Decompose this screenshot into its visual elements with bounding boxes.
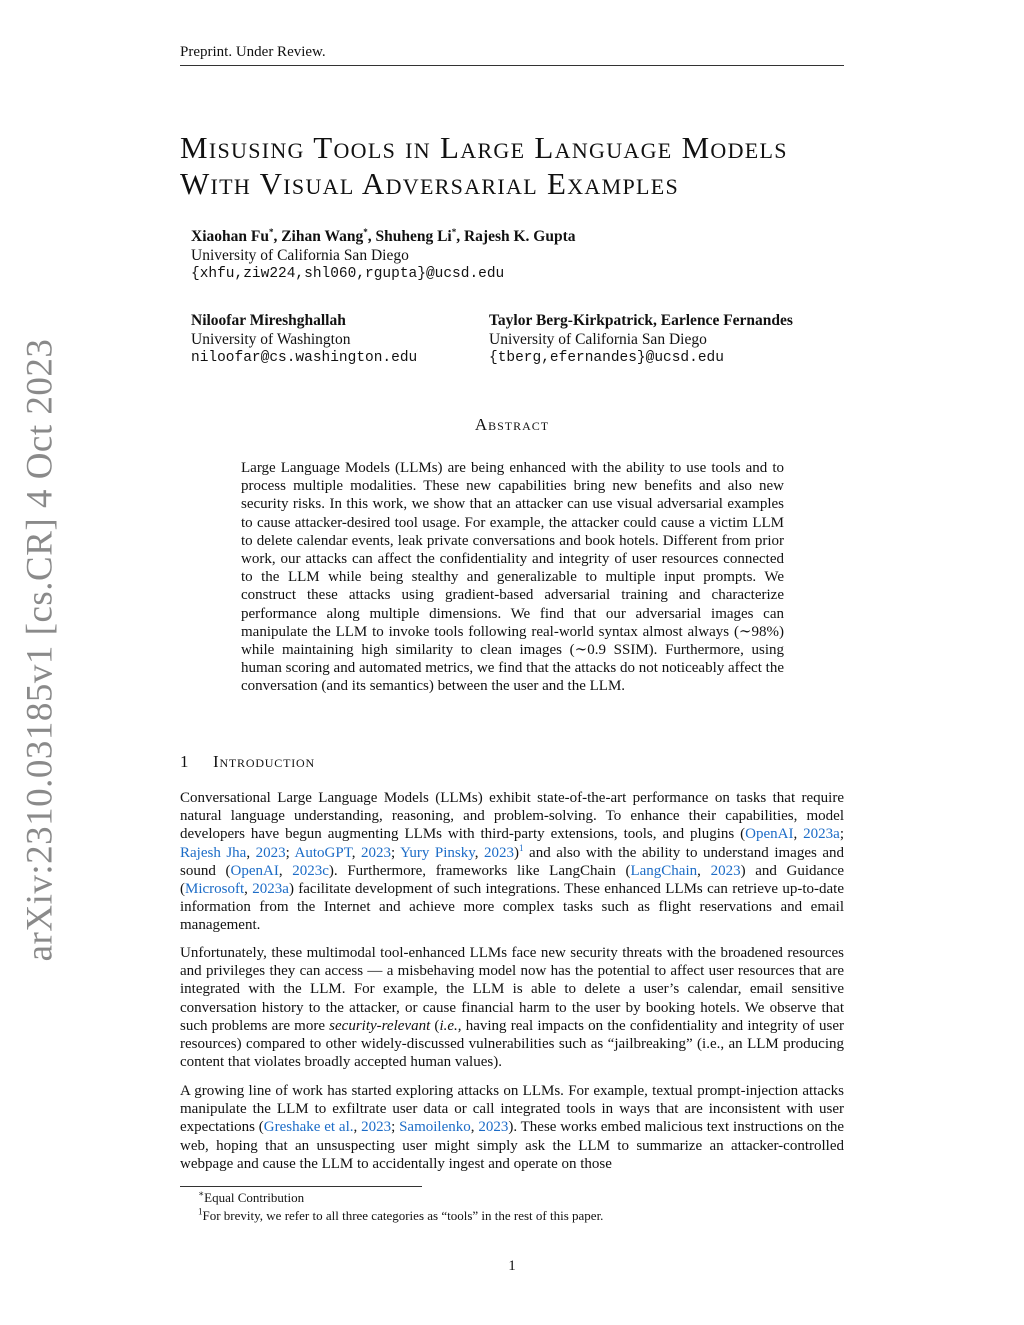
section-number: 1	[180, 752, 190, 771]
text-run: ,	[793, 826, 804, 843]
emphasis: i.e.,	[439, 1017, 462, 1034]
intro-paragraph-3	[180, 1082, 844, 1173]
citation-year-link[interactable]: 2023	[361, 844, 392, 861]
citation-link[interactable]: OpenAI	[745, 826, 794, 843]
text-run: ) and Guidance (	[180, 862, 845, 898]
text-run: ). These works embed malicious text instructions on the web, hoping that an unsuspecting user might simply ask the LLM to summarize an attacker-controlled webpage and cause the LLM to accidentally ingest and operate on those	[180, 1119, 845, 1172]
citation-year-link[interactable]: 2023	[255, 844, 286, 861]
author-names-2: Niloofar Mireshghallah	[191, 312, 346, 329]
abstract-body: Large Language Models (LLMs) are being enhanced with the ability to use tools and to process multiple modalities. These new capabilities bring new benefits and also new security risks. In this work, we show that an attacker can use visual adversarial examples to cause attacker-desired tool usage. For example, the attacker could cause a victim LLM to delete calendar events, leak private conversations and book hotels. Different from prior work, our attacks can affect the confidentiality and integrity of user resources connected to the LLM while being stealthy and generalizable to multiple input prompts. We construct these attacks using gradient-based adversarial training and characterize performance along multiple dimensions. We find that our adversarial images can manipulate the LLM to invoke tools following real-world syntax almost always (∼98%) while maintaining high similarity to clean images (∼0.9 SSIM). Furthermore, using human scoring and automated metrics, we find that the attacks do not noticeably affect the conversation (and its semantics) between the user and the LLM.	[241, 460, 784, 695]
equal-contribution-mark: *	[268, 226, 274, 237]
author-names-1	[191, 227, 576, 246]
affiliation-2: University of Washington	[191, 331, 351, 348]
separator: ,	[273, 228, 282, 245]
title-line-2: With Visual Adversarial Examples	[180, 166, 679, 201]
footnote-tools	[198, 1208, 603, 1224]
author-group-1	[191, 227, 576, 284]
citation-link[interactable]: Rajesh Jha	[180, 844, 247, 861]
footnote-text: For brevity, we refer to all three categories as “tools” in the rest of this paper.	[202, 1208, 604, 1223]
citation-year-link[interactable]: 2023a	[252, 881, 289, 898]
running-header: Preprint. Under Review.	[180, 44, 326, 60]
citation-link[interactable]: LangChain	[630, 862, 698, 879]
author-name: Xiaohan Fu	[191, 228, 269, 245]
citation-link[interactable]: Microsoft	[185, 881, 245, 898]
text-run: ,	[470, 1119, 479, 1136]
text-run: ;	[285, 844, 295, 861]
footnote-rule	[180, 1186, 422, 1187]
citation-year-link[interactable]: 2023	[361, 1119, 392, 1136]
equal-contribution-mark: *	[451, 226, 457, 237]
intro-paragraph-1	[180, 789, 844, 935]
text-run: and also with the ability to understand images and sound (	[180, 844, 845, 879]
text-run: ,	[351, 844, 362, 861]
author-group-2	[191, 311, 417, 368]
text-run: ;	[391, 844, 401, 861]
author-group-3	[489, 311, 793, 368]
footnote-ref-1[interactable]: 1	[519, 842, 524, 853]
text-run: ,	[474, 844, 485, 861]
text-run: ,	[246, 844, 256, 861]
author-name: Rajesh K. Gupta	[463, 228, 576, 245]
affiliation-3: University of California San Diego	[489, 331, 707, 348]
citation-year-link[interactable]: 2023	[710, 862, 741, 879]
citation-year-link[interactable]: 2023a	[803, 826, 840, 843]
citation-year-link[interactable]: 2023c	[292, 862, 329, 879]
emphasis: security-relevant	[329, 1017, 431, 1034]
citation-link[interactable]: Samoilenko	[399, 1119, 471, 1136]
text-run: A growing line of work has started exploring attacks on LLMs. For example, textual prompt-injection attacks manipulate the LLM to exfiltrate user data or call integrated tools in ways that are inconsistent with user expectations (	[180, 1083, 844, 1136]
separator: ,	[367, 228, 376, 245]
text-run: )	[514, 844, 520, 861]
text-run: ,	[697, 862, 711, 879]
header-rule	[180, 65, 844, 66]
email-2: niloofar@cs.washington.edu	[191, 350, 418, 366]
email-1: {xhfu,ziw224,shl060,rgupta}@ucsd.edu	[191, 266, 505, 282]
abstract-heading: Abstract	[474, 415, 550, 434]
email-3: {tberg,efernandes}@ucsd.edu	[489, 350, 724, 366]
citation-link[interactable]: AutoGPT	[294, 844, 352, 861]
author-name: Shuheng Li	[375, 228, 452, 245]
author-names-3: Taylor Berg-Kirkpatrick, Earlence Fernandes	[489, 312, 793, 329]
section-heading-introduction	[180, 752, 315, 772]
citation-link[interactable]: Yury Pinsky	[400, 844, 475, 861]
text-run: (	[430, 1017, 440, 1034]
footnote-text: Equal Contribution	[204, 1190, 305, 1205]
text-run: Unfortunately, these multimodal tool-enhanced LLMs face new security threats with the broadened resources and privileges they can access — a misbehaving model now has the potential to affect user resources that are integrated with the LLM. For example, the LLM is able to delete a user’s calendar, email sensitive conversation history to the attacker, or cause financial harm to the user by booking hotels. We observe that such problems are more	[180, 945, 844, 1034]
text-run: Conversational Large Language Models (LLMs) exhibit state-of-the-art performance on tasks that require natural language understanding, reasoning, and problem-solving. To enhance their capabilities, model developers have begun augmenting LLMs with third-party extensions, tools, and plugins (	[180, 790, 844, 843]
text-run: ,	[244, 881, 253, 898]
citation-year-link[interactable]: 2023	[478, 1119, 509, 1136]
page-number: 1	[508, 1258, 516, 1274]
citation-link[interactable]: Greshake et al.	[263, 1119, 354, 1136]
citation-link[interactable]: OpenAI	[230, 862, 279, 879]
text-run: ,	[353, 1119, 362, 1136]
intro-paragraph-2	[180, 944, 844, 1071]
text-run: ;	[391, 1119, 400, 1136]
author-name: Zihan Wang	[281, 228, 364, 245]
separator: ,	[456, 228, 464, 245]
affiliation-1: University of California San Diego	[191, 247, 409, 264]
title-line-1: Misusing Tools in Large Language Models	[180, 130, 788, 165]
text-run: ;	[839, 826, 845, 843]
text-run: ) facilitate development of such integrations. These enhanced LLMs can retrieve up-to-date information from the Internet and achieve more complex tasks such as flight reservations and email management.	[180, 881, 845, 934]
text-run: ). Furthermore, frameworks like LangChain (	[328, 862, 631, 879]
arxiv-stamp: arXiv:2310.03185v1 [cs.CR] 4 Oct 2023	[19, 338, 61, 962]
text-run: ,	[278, 862, 293, 879]
footnote-mark: ∗	[198, 1188, 205, 1199]
citation-year-link[interactable]: 2023	[484, 844, 515, 861]
paper-title	[180, 130, 860, 202]
footnote-equal-contribution	[198, 1190, 304, 1206]
text-run: having real impacts on the confidentiality and integrity of user resources) compared to other widely-discussed vulnerabilities such as “jailbreaking” (i.e., an LLM producing content that violates broadly accepted human values).	[180, 1017, 845, 1071]
section-title: Introduction	[213, 752, 315, 771]
footnote-mark: 1	[198, 1206, 203, 1217]
equal-contribution-mark: *	[363, 226, 368, 237]
